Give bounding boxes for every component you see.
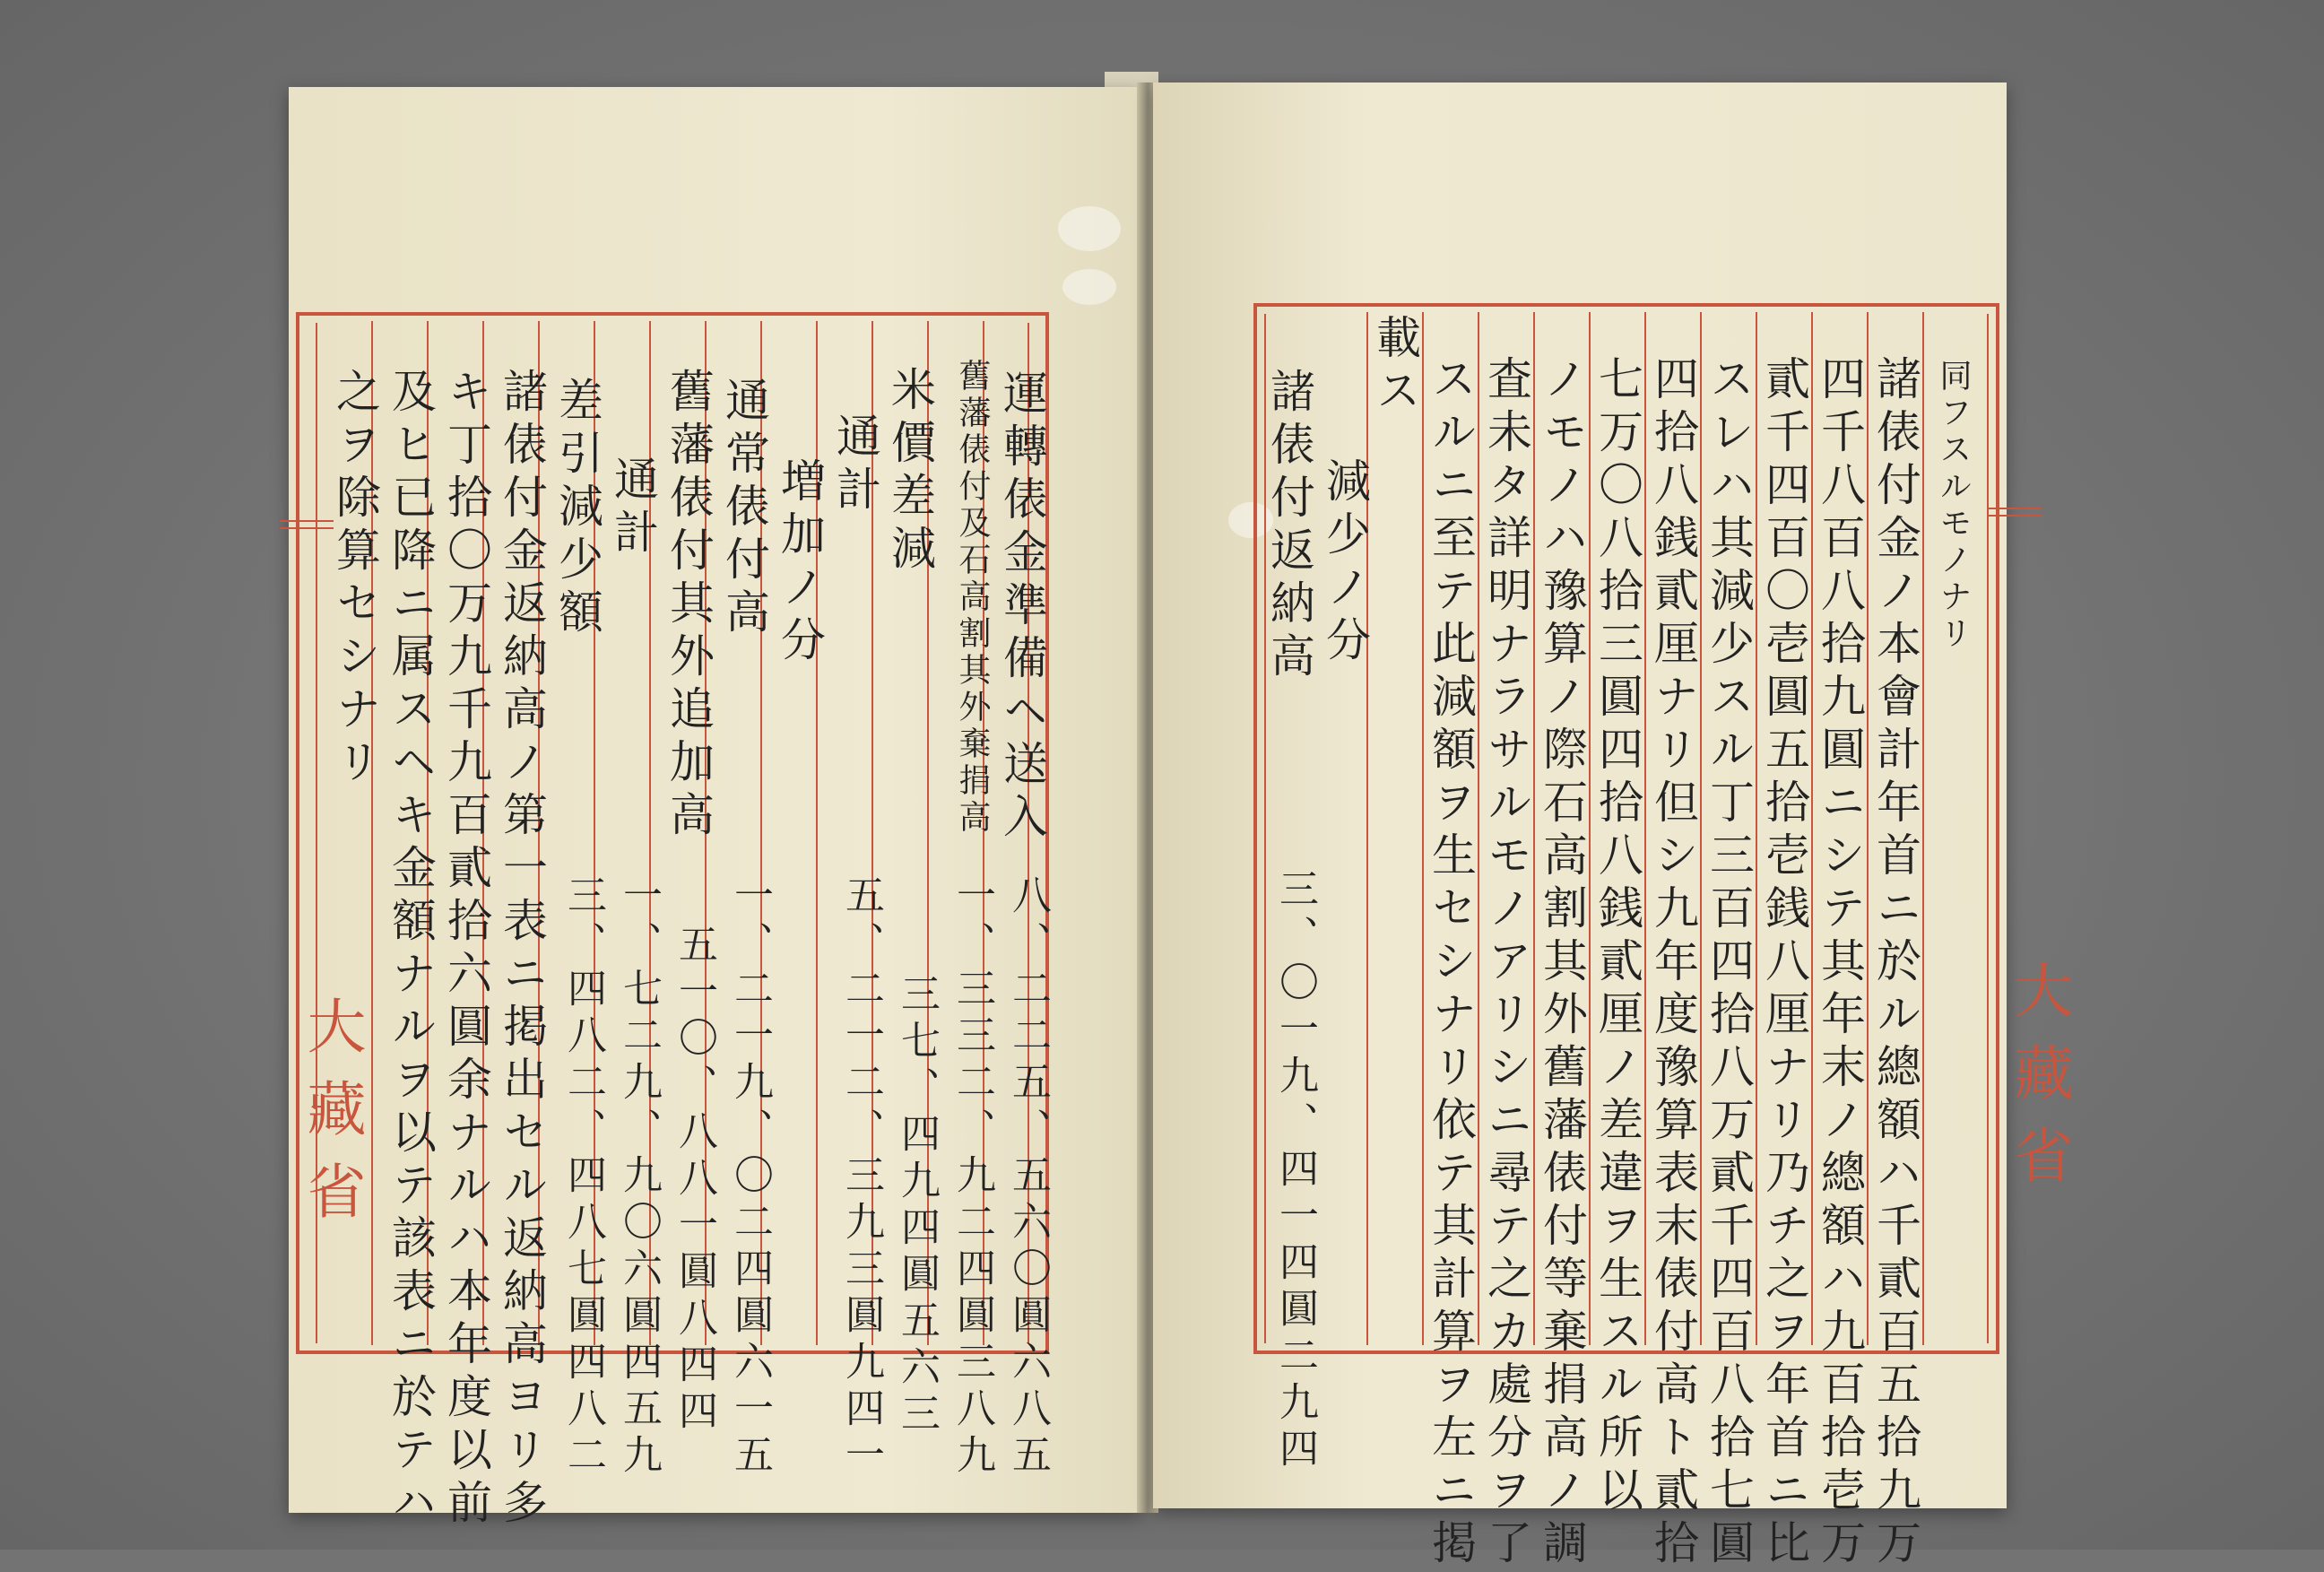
text-column: 諸俵付金ノ本會計年首ニ於ル總額ハ千貳百五拾九万 xyxy=(1869,355,1921,1572)
text-column: スレハ其減少スル丁三百四拾八万貳千四百八拾七圓 xyxy=(1703,355,1755,1572)
amount: 一、二一九、〇二四圓六一五 xyxy=(727,874,773,1481)
ministry-edge-mark: 大藏省 xyxy=(2004,960,2073,1207)
text-column: 七万〇八拾三圓四拾八銭貳厘ノ差違ヲ生スル所以 xyxy=(1591,355,1643,1519)
text-column: 之ヲ除算セシナリ xyxy=(329,368,381,791)
margin-mark xyxy=(1989,508,2042,509)
margin-mark xyxy=(280,527,334,529)
amount: 三、〇一九、四一四圓二九四 xyxy=(1272,868,1318,1474)
text-column: 四千八百八拾九圓ニシテ其年末ノ總額ハ九百拾壱万 xyxy=(1814,355,1866,1572)
amount: 三七、四九四圓五六三 xyxy=(894,973,940,1439)
paper-wear xyxy=(1058,206,1121,251)
frame-inner-border xyxy=(1987,314,1989,1343)
margin-mark xyxy=(280,520,334,522)
text-column: 貳千四百〇壱圓五拾壱銭八厘ナリ乃チ之ヲ年首ニ比 xyxy=(1758,355,1810,1572)
margin-mark xyxy=(1989,515,2042,517)
text-column: キ丁拾〇万九千九百貳拾六圓余ナルハ本年度以前 xyxy=(440,368,492,1532)
text-column: 四拾八銭貳厘ナリ但シ九年度豫算表末俵付高ト貳拾 xyxy=(1647,355,1699,1572)
column-rule xyxy=(1922,312,1924,1345)
text-column: 増加ノ分 xyxy=(774,457,826,669)
text-column: 及ヒ已降ニ属スヘキ金額ナルヲ以テ該表ニ於テハ xyxy=(385,368,437,1532)
paper-wear xyxy=(1062,269,1116,305)
text-column: 運轉俵金準備ヘ送入 xyxy=(996,369,1048,846)
text-column: 通計 xyxy=(829,413,881,518)
text-column: 諸俵付金返納高ノ第一表ニ掲出セル返納高ヨリ多 xyxy=(496,368,548,1532)
amount: 一、三三二、九二四圓三八九 xyxy=(950,874,995,1481)
text-column: 載ス xyxy=(1369,314,1421,420)
amount: 五、二一二、三九三圓九四一 xyxy=(838,874,884,1481)
amount: 三、四八二、四八七圓四八二 xyxy=(560,874,606,1481)
text-column: 査未タ詳明ナラサルモノアリシニ尋テ之カ處分ヲ了 xyxy=(1480,355,1532,1572)
text-column: 同フスルモノナリ xyxy=(1935,359,1972,653)
amount: 五一〇、八八一圓八四四 xyxy=(672,924,717,1437)
amount: 一、七二九、九〇六圓四五九 xyxy=(616,874,662,1481)
text-column: 通計 xyxy=(607,456,659,561)
text-column: 諸俵付返納高 xyxy=(1263,368,1315,685)
text-column: 差引減少額 xyxy=(551,377,603,641)
ministry-edge-mark: 大藏省 xyxy=(297,995,366,1243)
text-column: 舊藩俵付其外追加高 xyxy=(663,368,715,844)
amount: 八、二二五、五六〇圓六八五 xyxy=(1005,874,1051,1481)
text-column: スルニ至テ此減額ヲ生セシナリ依テ其計算ヲ左ニ掲 xyxy=(1425,355,1477,1572)
text-column: 米價差減 xyxy=(884,366,936,578)
text-column: 通常俵付高 xyxy=(718,377,770,641)
text-column: 減少ノ分 xyxy=(1319,457,1371,669)
text-column: ノモノハ豫算ノ際石高割其外舊藩俵付等棄捐高ノ調 xyxy=(1536,355,1588,1572)
text-column: 舊藩俵付及石高割其外棄捐高 xyxy=(954,359,991,837)
